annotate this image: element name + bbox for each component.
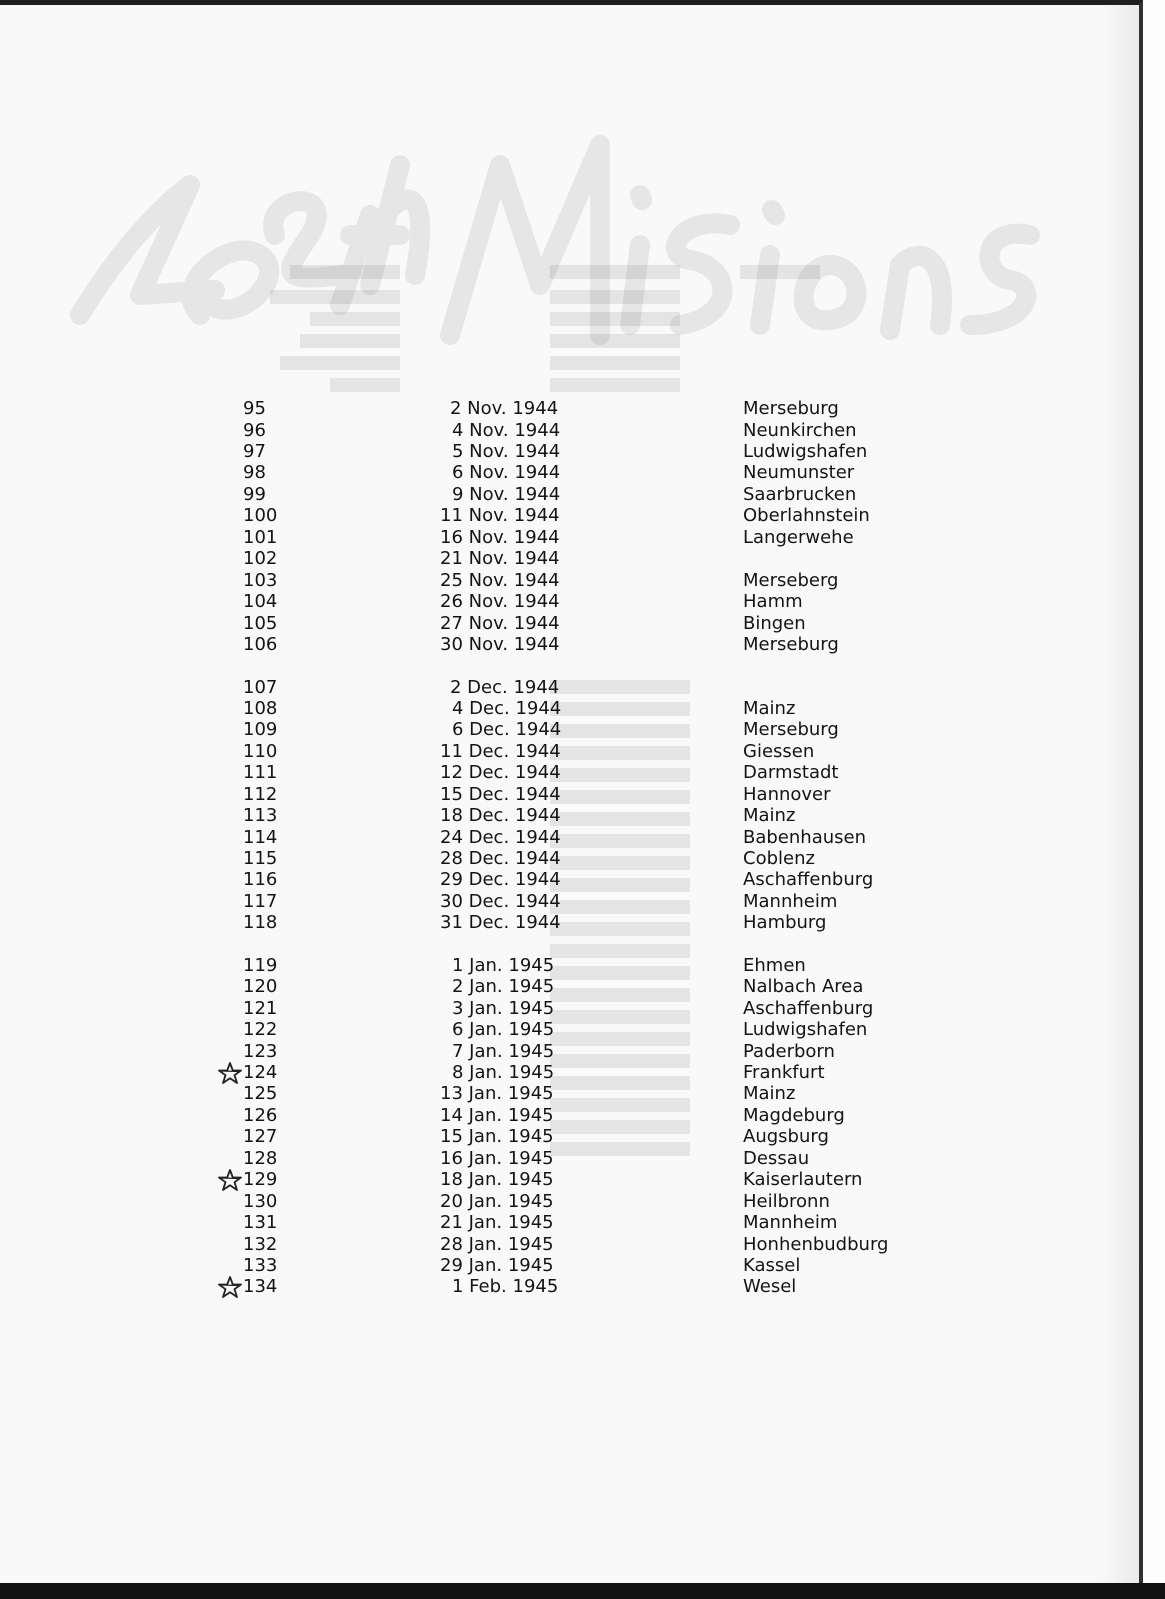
mission-target: Hamburg (743, 912, 827, 933)
mission-date: 1 Jan. 1945 (452, 955, 555, 976)
mission-number: 124 (243, 1062, 278, 1083)
mission-number: 95 (243, 398, 266, 419)
mission-target: Merseburg (743, 719, 839, 740)
mission-row (0, 1105, 1143, 1127)
mission-date: 4 Dec. 1944 (452, 698, 562, 719)
mission-row (0, 1083, 1143, 1105)
mission-row (0, 955, 1143, 977)
mission-row (0, 484, 1143, 506)
mission-date: 28 Dec. 1944 (440, 848, 561, 869)
mission-date: 6 Nov. 1944 (452, 462, 561, 483)
mission-number: 117 (243, 891, 278, 912)
mission-number: 127 (243, 1126, 278, 1147)
mission-row (0, 784, 1143, 806)
mission-date: 6 Jan. 1945 (452, 1019, 555, 1040)
mission-target: Mainz (743, 805, 796, 826)
mission-row (0, 827, 1143, 849)
mission-target: Honhenbudburg (743, 1234, 889, 1255)
mission-date: 28 Jan. 1945 (440, 1234, 554, 1255)
mission-target: Saarbrucken (743, 484, 857, 505)
mission-number: 107 (243, 677, 278, 698)
mission-date: 2 Dec. 1944 (450, 677, 560, 698)
mission-date: 31 Dec. 1944 (440, 912, 561, 933)
mission-target: Bingen (743, 613, 806, 634)
mission-date: 13 Jan. 1945 (440, 1083, 554, 1104)
mission-target: Wesel (743, 1276, 797, 1297)
mission-row (0, 762, 1143, 784)
mission-date: 15 Jan. 1945 (440, 1126, 554, 1147)
mission-row (0, 462, 1143, 484)
mission-target: Aschaffenburg (743, 998, 874, 1019)
mission-row (0, 719, 1143, 741)
mission-date: 2 Jan. 1945 (452, 976, 555, 997)
mission-row (0, 505, 1143, 527)
mission-row (0, 891, 1143, 913)
mission-number: 105 (243, 613, 278, 634)
mission-date: 1 Feb. 1945 (452, 1276, 559, 1297)
mission-row (0, 677, 1143, 699)
mission-target: Merseburg (743, 398, 839, 419)
mission-number: 125 (243, 1083, 278, 1104)
mission-row (0, 1212, 1143, 1234)
mission-row (0, 591, 1143, 613)
mission-target: Neumunster (743, 462, 855, 483)
mission-target: Ludwigshafen (743, 1019, 868, 1040)
mission-target: Magdeburg (743, 1105, 845, 1126)
mission-number: 109 (243, 719, 278, 740)
mission-row (0, 1255, 1143, 1277)
mission-row (0, 420, 1143, 442)
mission-row (0, 398, 1143, 420)
mission-row (0, 1234, 1143, 1256)
mission-number: 128 (243, 1148, 278, 1169)
mission-target: Paderborn (743, 1041, 835, 1062)
mission-row (0, 1041, 1143, 1063)
mission-row (0, 1019, 1143, 1041)
mission-date: 24 Dec. 1944 (440, 827, 561, 848)
mission-number: 97 (243, 441, 266, 462)
mission-number: 120 (243, 976, 278, 997)
mission-number: 129 (243, 1169, 278, 1190)
hand-drawn-star-icon (218, 1276, 242, 1298)
mission-number: 111 (243, 762, 278, 783)
mission-number: 121 (243, 998, 278, 1019)
mission-number: 99 (243, 484, 266, 505)
mission-target: Augsburg (743, 1126, 829, 1147)
mission-target: Mainz (743, 698, 796, 719)
mission-row (0, 912, 1143, 934)
mission-target: Hamm (743, 591, 803, 612)
mission-date: 18 Dec. 1944 (440, 805, 561, 826)
mission-number: 98 (243, 462, 266, 483)
mission-number: 113 (243, 805, 278, 826)
mission-number: 103 (243, 570, 278, 591)
mission-number: 116 (243, 869, 278, 890)
mission-target: Coblenz (743, 848, 815, 869)
mission-number: 132 (243, 1234, 278, 1255)
mission-row (0, 634, 1143, 656)
mission-date: 9 Nov. 1944 (452, 484, 561, 505)
mission-date: 20 Jan. 1945 (440, 1191, 554, 1212)
mission-row (0, 570, 1143, 592)
mission-target: Merseburg (743, 634, 839, 655)
mission-target: Merseberg (743, 570, 839, 591)
mission-date: 11 Nov. 1944 (440, 505, 560, 526)
mission-row (0, 527, 1143, 549)
mission-row (0, 698, 1143, 720)
mission-number: 118 (243, 912, 278, 933)
mission-target: Ludwigshafen (743, 441, 868, 462)
mission-date: 30 Dec. 1944 (440, 891, 561, 912)
mission-date: 5 Nov. 1944 (452, 441, 561, 462)
mission-date: 14 Jan. 1945 (440, 1105, 554, 1126)
mission-number: 106 (243, 634, 278, 655)
mission-target: Mannheim (743, 1212, 838, 1233)
mission-number: 123 (243, 1041, 278, 1062)
mission-number: 108 (243, 698, 278, 719)
mission-target: Babenhausen (743, 827, 866, 848)
mission-row (0, 1062, 1143, 1084)
mission-date: 29 Dec. 1944 (440, 869, 561, 890)
mission-date: 7 Jan. 1945 (452, 1041, 555, 1062)
mission-date: 8 Jan. 1945 (452, 1062, 555, 1083)
mission-date: 21 Nov. 1944 (440, 548, 560, 569)
hand-drawn-star-icon (218, 1062, 242, 1084)
mission-date: 29 Jan. 1945 (440, 1255, 554, 1276)
mission-row (0, 1276, 1143, 1298)
mission-row (0, 869, 1143, 891)
mission-date: 26 Nov. 1944 (440, 591, 560, 612)
mission-number: 110 (243, 741, 278, 762)
mission-row (0, 998, 1143, 1020)
mission-date: 25 Nov. 1944 (440, 570, 560, 591)
mission-target: Hannover (743, 784, 831, 805)
mission-target: Frankfurt (743, 1062, 825, 1083)
mission-row (0, 441, 1143, 463)
mission-target: Heilbronn (743, 1191, 830, 1212)
mission-number: 114 (243, 827, 278, 848)
mission-row (0, 1126, 1143, 1148)
mission-number: 112 (243, 784, 278, 805)
mission-date: 18 Jan. 1945 (440, 1169, 554, 1190)
mission-number: 122 (243, 1019, 278, 1040)
mission-number: 100 (243, 505, 278, 526)
mission-date: 16 Jan. 1945 (440, 1148, 554, 1169)
mission-number: 96 (243, 420, 266, 441)
mission-date: 6 Dec. 1944 (452, 719, 562, 740)
mission-target: Oberlahnstein (743, 505, 870, 526)
mission-number: 119 (243, 955, 278, 976)
mission-row (0, 1191, 1143, 1213)
mission-date: 16 Nov. 1944 (440, 527, 560, 548)
mission-row (0, 1148, 1143, 1170)
mission-number: 133 (243, 1255, 278, 1276)
mission-target: Mannheim (743, 891, 838, 912)
mission-target: Darmstadt (743, 762, 839, 783)
mission-target: Ehmen (743, 955, 806, 976)
mission-target: Dessau (743, 1148, 810, 1169)
mission-target: Nalbach Area (743, 976, 864, 997)
mission-date: 15 Dec. 1944 (440, 784, 561, 805)
mission-target: Kassel (743, 1255, 801, 1276)
scan-margin-bottom (0, 1583, 1165, 1599)
mission-date: 12 Dec. 1944 (440, 762, 561, 783)
mission-number: 134 (243, 1276, 278, 1297)
mission-target: Langerwehe (743, 527, 854, 548)
mission-number: 126 (243, 1105, 278, 1126)
mission-row (0, 613, 1143, 635)
mission-date: 27 Nov. 1944 (440, 613, 560, 634)
mission-date: 4 Nov. 1944 (452, 420, 561, 441)
mission-number: 104 (243, 591, 278, 612)
scan-margin-right (1143, 0, 1165, 1599)
mission-date: 11 Dec. 1944 (440, 741, 561, 762)
mission-row (0, 805, 1143, 827)
mission-row (0, 976, 1143, 998)
mission-number: 115 (243, 848, 278, 869)
mission-target: Aschaffenburg (743, 869, 874, 890)
mission-target: Mainz (743, 1083, 796, 1104)
mission-row (0, 1169, 1143, 1191)
mission-date: 30 Nov. 1944 (440, 634, 560, 655)
hand-drawn-star-icon (218, 1169, 242, 1191)
mission-number: 101 (243, 527, 278, 548)
mission-target: Giessen (743, 741, 815, 762)
mission-target: Kaiserlautern (743, 1169, 863, 1190)
mission-number: 130 (243, 1191, 278, 1212)
mission-number: 131 (243, 1212, 278, 1233)
mission-target: Neunkirchen (743, 420, 857, 441)
mission-row (0, 741, 1143, 763)
mission-date: 3 Jan. 1945 (452, 998, 555, 1019)
mission-number: 102 (243, 548, 278, 569)
mission-date: 21 Jan. 1945 (440, 1212, 554, 1233)
mission-row (0, 548, 1143, 570)
mission-date: 2 Nov. 1944 (450, 398, 559, 419)
mission-row (0, 848, 1143, 870)
